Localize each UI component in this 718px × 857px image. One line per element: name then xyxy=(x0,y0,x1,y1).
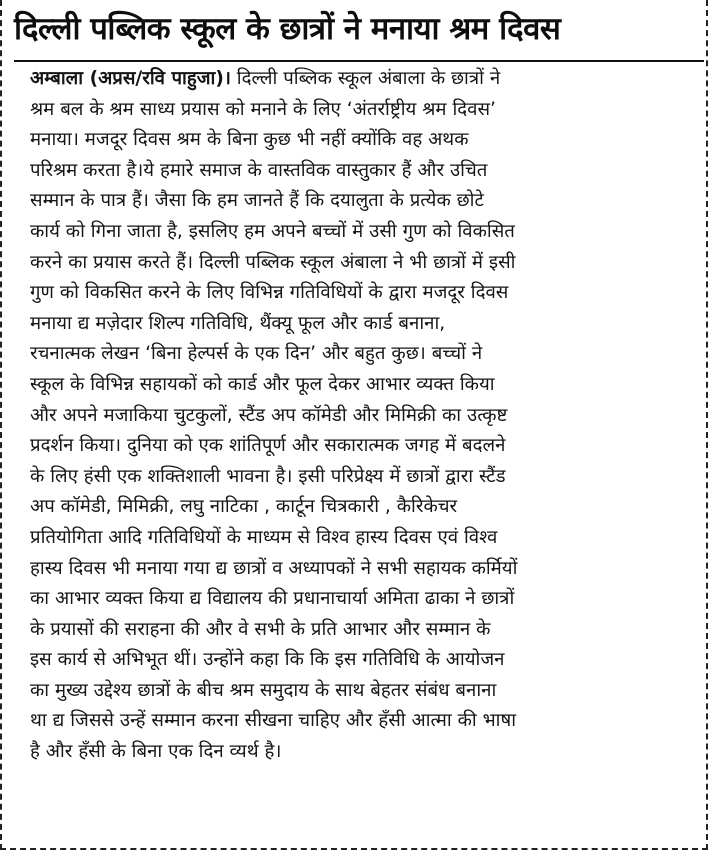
body-line-12: प्रदर्शन किया। दुनिया को एक शांतिपूर्ण और सकारात्मक जगह में बदलने xyxy=(30,435,506,457)
body-line-7: गुण को विकसित करने के लिए विभिन्न गतिविधियों के द्वारा मजदूर दिवस xyxy=(30,282,509,304)
body-line-9: रचनात्मक लेखन ‘बिना हेल्पर्स के एक दिन’ और बहुत कुछ। बच्चों ने xyxy=(30,343,483,365)
body-line-10: स्कूल के विभिन्न सहायकों को कार्ड और फूल देकर आभार व्यक्त किया xyxy=(30,373,495,395)
body-line-19: इस कार्य से अभिभूत थीं। उन्होंने कहा कि कि इस गतिविधि के आयोजन xyxy=(30,649,505,671)
body-line-8: मनाया द्य मज़ेदार शिल्प गतिविधि, थैंक्यू फूल और कार्ड बनाना, xyxy=(30,312,446,334)
body-line-4: सम्मान के पात्र हैं। जैसा कि हम जानते हैं कि दयालुता के प्रत्येक छोटे xyxy=(30,190,484,212)
body-line-5: कार्य को गिना जाता है, इसलिए हम अपने बच्चों में उसी गुण को विकसित xyxy=(30,220,515,242)
body-line-17: का आभार व्यक्त किया द्य विद्यालय की प्रधानाचार्या अमिता ढाका ने छात्रों xyxy=(30,588,515,610)
body-line-18: के प्रयासों की सराहना की और वे सभी के प्रति आभार और सम्मान के xyxy=(30,618,491,640)
body-line-3: परिश्रम करता है।ये हमारे समाज के वास्तविक वास्तुकार हैं और उचित xyxy=(30,159,488,181)
body-line-14: अप कॉमेडी, मिमिक्री, लघु नाटिका , कार्टून चित्रकारी , कैरिकेचर xyxy=(30,496,458,518)
body-line-16: हास्य दिवस भी मनाया गया द्य छात्रों व अध्यापकों ने सभी सहायक कर्मियों xyxy=(30,557,518,579)
body-line-0-text: दिल्ली पब्लिक स्कूल अंबाला के छात्रों ने xyxy=(230,68,501,89)
headline-block xyxy=(14,2,704,62)
article-dateline: अम्बाला (अप्रस/रवि पाहुजा)। xyxy=(30,68,231,89)
body-line-0 xyxy=(30,64,694,95)
body-line-21: था द्य जिससे उन्हें सम्मान करना सीखना चाहिए और हँसी आत्मा की भाषा xyxy=(30,710,517,732)
body-line-11: और अपने मजाकिया चुटकुलों, स्टैंड अप कॉमेडी और मिमिक्री का उत्कृष्ट xyxy=(30,404,508,426)
body-line-13: के लिए हंसी एक शक्तिशाली भावना है। इसी परिप्रेक्ष्य में छात्रों द्वारा स्टैंड xyxy=(30,465,506,487)
body-line-22: है और हँसी के बिना एक दिन व्यर्थ है। xyxy=(30,741,282,763)
body-line-15: प्रतियोगिता आदि गतिविधियों के माध्यम से विश्व हास्य दिवस एवं विश्व xyxy=(30,526,498,548)
body-line-20: का मुख्य उद्देश्य छात्रों के बीच श्रम समुदाय के साथ बेहतर संबंध बनाना xyxy=(30,679,497,701)
article-headline: दिल्ली पब्लिक स्कूल के छात्रों ने मनाया श्रम दिवस xyxy=(14,11,561,47)
body-line-2: मनाया। मजदूर दिवस श्रम के बिना कुछ भी नहीं क्योंकि वह अथक xyxy=(30,129,469,151)
body-line-1: श्रम बल के श्रम साध्य प्रयास को मनाने के लिए ‘अंतर्राष्ट्रीय श्रम दिवस’ xyxy=(30,98,496,120)
article-body xyxy=(30,64,694,768)
body-line-6: करने का प्रयास करते हैं। दिल्ली पब्लिक स्कूल अंबाला ने भी छात्रों में इसी xyxy=(30,251,516,273)
